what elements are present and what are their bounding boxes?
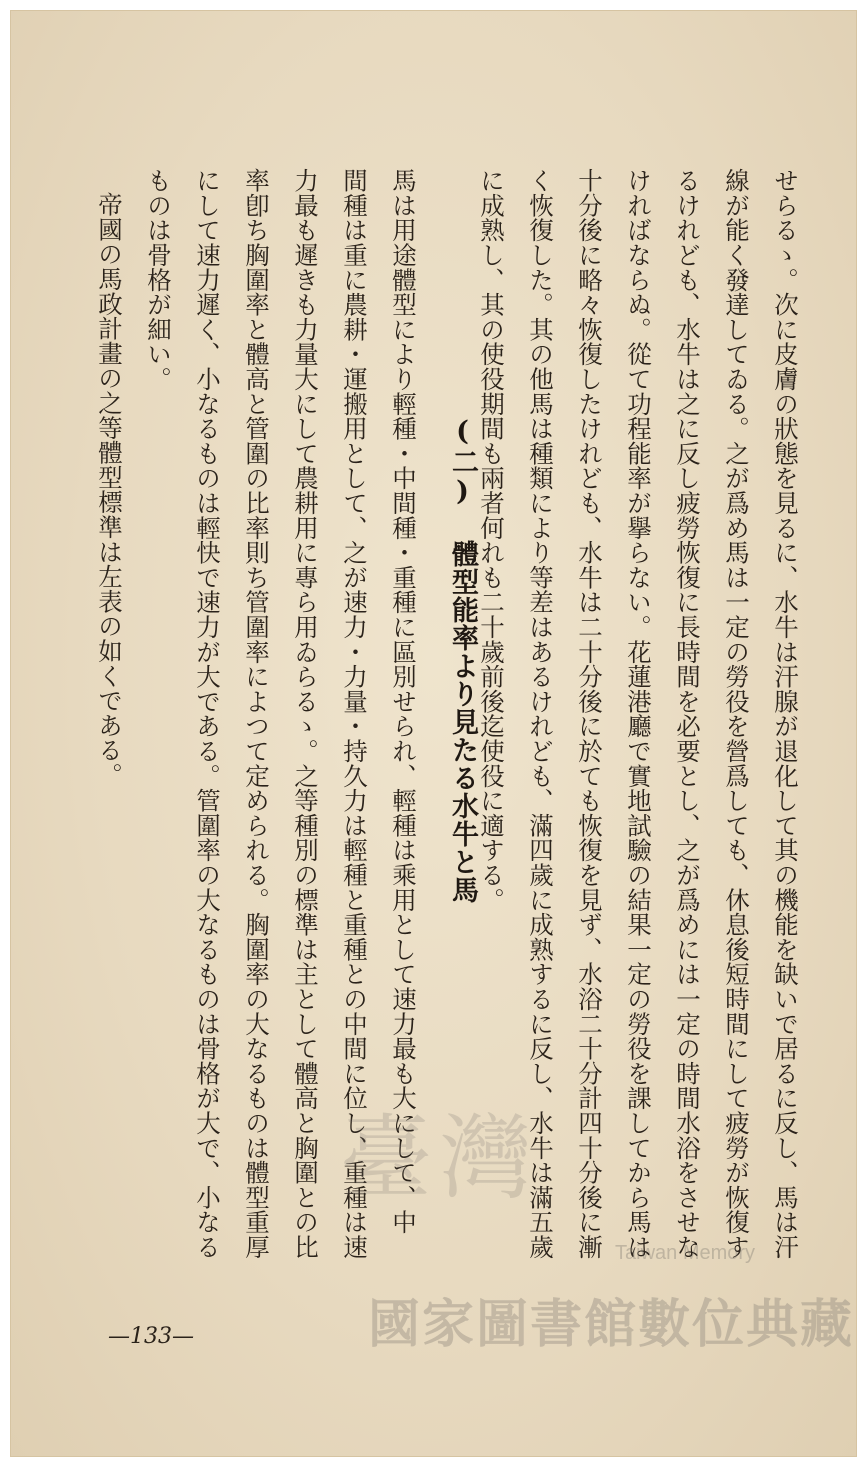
watermark-latin: Taiwan Memory xyxy=(615,1242,756,1264)
text-column-3: るけれども、水牛は之に反し疲勞恢復に長時間を必要とし、之が爲めには一定の時間水浴をさせな xyxy=(673,168,702,1260)
watermark-script: 臺灣 xyxy=(340,1105,541,1212)
text-column-11: 率卽ち胸圍率と體高と管圍の比率則ち管圍率によつて定められる。胸圍率の大なるものは體型重厚 xyxy=(242,168,271,1260)
text-column-5: 十分後に略々恢復したけれども、水牛は二十分後に於ても恢復を見ず、水浴二十分計四十分後に漸 xyxy=(575,168,604,1260)
book-page xyxy=(10,10,857,1457)
text-column-1: せらるゝ。次に皮膚の狀態を見るに、水牛は汗腺が退化して其の機能を缺いで居るに反し、馬は汗 xyxy=(771,168,800,1260)
text-column-4: ければならぬ。從て功程能率が擧らない。花蓮港廳で實地試驗の結果一定の勞役を課してから馬は xyxy=(624,168,653,1260)
section-heading: (二) 體型能率より見たる水牛と馬 xyxy=(447,416,478,904)
text-column-14: 帝國の馬政計畫の之等體型標準は左表の如くである。 xyxy=(95,192,124,788)
text-column-2: 線が能く發達してゐる。之が爲め馬は一定の勞役を營爲しても、休息後短時間にして疲勞が恢復す xyxy=(722,168,751,1260)
text-column-10: 力最も遲きも力量大にして農耕用に專ら用ゐらるゝ。之等種別の標準は主として體高と胸圍との比 xyxy=(291,168,320,1260)
text-column-8: 馬は用途體型により輕種・中間種・重種に區別せられ、輕種は乘用として速力最も大にして、中 xyxy=(389,168,418,1235)
text-column-6: く恢復した。其の他馬は種類により等差はあるけれども、滿四歲に成熟するに反し、水牛は滿五歲 xyxy=(526,168,555,1260)
text-column-13: ものは骨格が細い。 xyxy=(144,168,173,392)
text-column-7: に成熟し、其の使役期間も兩者何れも二十歲前後迄使役に適する。 xyxy=(477,168,506,912)
text-column-9: 間種は重に農耕・運搬用として、之が速力・力量・持久力は輕種と重種との中間に位し、重種は速 xyxy=(340,168,369,1260)
text-column-12: にして速力遲く、小なるものは輕快で速力が大である。管圍率の大なるものは骨格が大で、小なる xyxy=(193,168,222,1260)
watermark-library-name: 國家圖書館數位典藏 xyxy=(368,1295,855,1355)
page-number: —133— xyxy=(108,1324,194,1349)
